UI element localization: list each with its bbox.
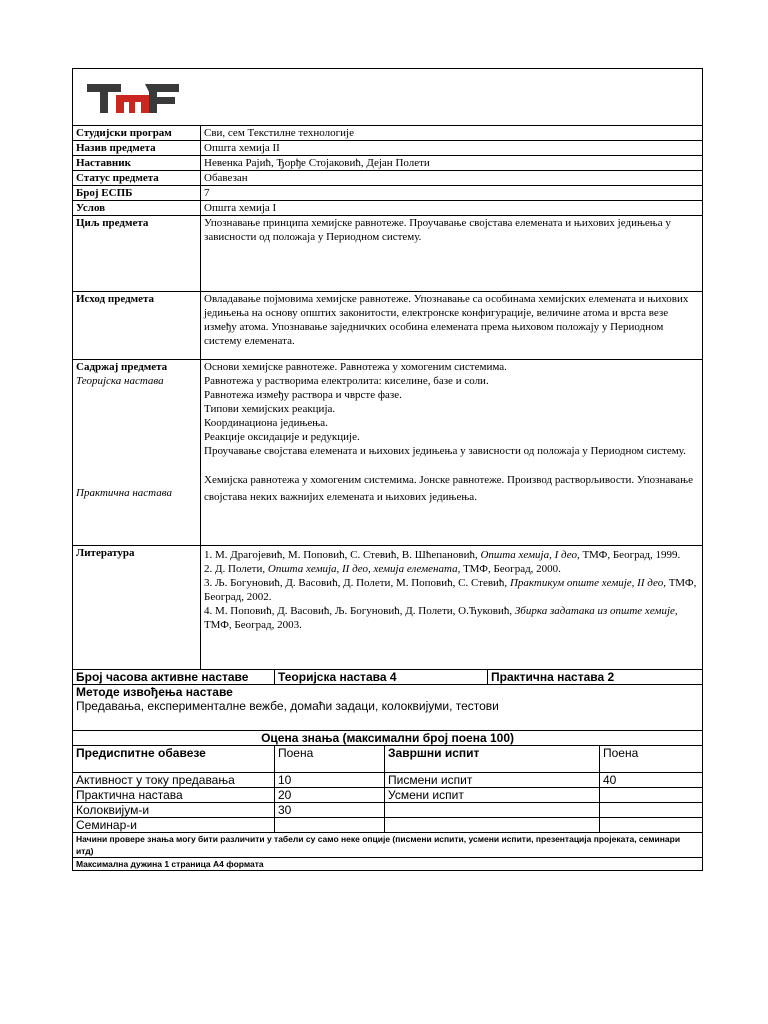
exam-item [385, 803, 600, 818]
assessment-title: Оцена знања (максимални број поена 100) [73, 731, 703, 746]
exam-item: Писмени испит [385, 773, 600, 788]
practice-hours: Практична настава 2 [488, 670, 703, 685]
points-header: Поена [275, 746, 385, 773]
max-length-note: Максимална дужина 1 страница А4 формата [73, 858, 703, 871]
pre-exam-header: Предиспитне обавезе [73, 746, 275, 773]
exam-item: Усмени испит [385, 788, 600, 803]
teaching-methods-label: Методе извођења наставе [76, 685, 233, 699]
syllabus-table [72, 68, 703, 871]
practice-label: Практична настава [76, 487, 172, 499]
active-hours-label: Број часова активне наставе [73, 670, 275, 685]
goal-text: Упознавање принципа хемијске равнотеже. Проучавање својстава елемената и њихових једињења у зависности од положаја у Периодном систему. [201, 216, 703, 292]
teaching-methods-text: Предавања, експерименталне вежбе, домаћи задаци, колоквијуми, тестови [76, 699, 499, 713]
content-labels [73, 360, 201, 546]
assessment-points: 20 [275, 788, 385, 803]
literature-publisher: , ТМФ, Београд, 1999. [576, 549, 681, 561]
literature-publisher: , ТМФ, Београд, 2002. [204, 577, 697, 603]
assessment-note: Начини провере знања могу бити различити у табели су само неке опције (писмени испити, усмени испити, презентација пројеката, семинари итд) [73, 833, 703, 858]
logo-row [73, 69, 703, 126]
prerequisite-value: Општа хемија I [201, 201, 703, 216]
literature-title: Практикум опште хемије, II део [509, 577, 664, 589]
course-name-value: Општа хемија II [201, 141, 703, 156]
points-header: Поена [600, 746, 703, 773]
theory-line: Основи хемијске равнотеже. Равнотежа у хомогеним системима. [204, 361, 507, 373]
ects-label: Број ЕСПБ [73, 186, 201, 201]
tmf-logo [83, 67, 181, 115]
goal-label: Циљ предмета [73, 216, 201, 292]
practice-text: Хемијска равнотежа у хомогеним системима. Јонске равнотеже. Производ растворљивости. Упознавање својстава неких важнијих елемената и њихових једињења. [204, 474, 693, 503]
status-value: Обавезан [201, 171, 703, 186]
prerequisite-label: Услов [73, 201, 201, 216]
content-label: Садржај предмета [76, 361, 168, 373]
exam-points [600, 788, 703, 803]
teaching-methods [73, 685, 703, 731]
theory-line: Равнотежа између раствора и чврсте фазе. [204, 389, 402, 401]
exam-points: 40 [600, 773, 703, 788]
literature-item [204, 576, 699, 604]
exam-points [600, 803, 703, 818]
exam-points [600, 818, 703, 833]
assessment-item: Активност у току предавања [73, 773, 275, 788]
literature-authors: 4. М. Поповић, Д. Васовић, Љ. Богуновић, Д. Полети, О.Ћуковић, [204, 605, 515, 617]
literature-title: Општа хемија, I део [480, 549, 577, 561]
content-text [201, 360, 703, 546]
course-name-label: Назив предмета [73, 141, 201, 156]
final-exam-header: Завршни испит [385, 746, 600, 773]
theory-line: Равнотежа у растворима електролита: киселине, базе и соли. [204, 375, 489, 387]
literature-authors: 3. Љ. Богуновић, Д. Васовић, Д. Полети, М. Поповић, С. Стевић, [204, 577, 510, 589]
literature-publisher: , ТМФ, Београд, 2003. [204, 605, 678, 631]
teacher-label: Наставник [73, 156, 201, 171]
course-syllabus-sheet [72, 68, 702, 871]
assessment-item: Семинар-и [73, 818, 275, 833]
outcome-text: Овладавање појмовима хемијске равнотеже. Упознавање са особинама хемијских елемената и њихових једињења на основу општих законитости, електронске конфигурације, величине атома и врста везе између атома. Упознавање заједничких особина елемената према њиховом положају у Периодном систему елемената. [201, 292, 703, 360]
assessment-item: Практична настава [73, 788, 275, 803]
literature-list [201, 546, 703, 670]
theory-hours: Теоријска настава 4 [275, 670, 488, 685]
theory-label: Теоријска настава [76, 375, 164, 387]
literature-item [204, 562, 699, 576]
teacher-value: Невенка Рајић, Ђорђе Стојаковић, Дејан Полети [201, 156, 703, 171]
theory-line: Проучавање својстава елемената и њихових једињења у зависности од положаја у Периодном систему. [204, 445, 686, 457]
program-label: Студијски програм [73, 126, 201, 141]
assessment-points: 10 [275, 773, 385, 788]
ects-value: 7 [201, 186, 703, 201]
theory-line: Реакције оксидације и редукције. [204, 431, 360, 443]
literature-item [204, 604, 699, 632]
program-value: Сви, сем Текстилне технологије [201, 126, 703, 141]
outcome-label: Исход предмета [73, 292, 201, 360]
theory-line: Координациона једињења. [204, 417, 328, 429]
literature-publisher: , ТМФ, Београд, 2000. [457, 563, 561, 575]
status-label: Статус предмета [73, 171, 201, 186]
exam-item [385, 818, 600, 833]
literature-item [204, 548, 699, 562]
literature-label: Литература [73, 546, 201, 670]
assessment-points [275, 818, 385, 833]
literature-title: Збирка задатака из опште хемије [514, 605, 675, 617]
assessment-item: Колоквијум-и [73, 803, 275, 818]
assessment-points: 30 [275, 803, 385, 818]
literature-authors: 2. Д. Полети, [204, 563, 268, 575]
literature-title: Општа хемија, II део, хемија елемената [267, 563, 458, 575]
svg-text:TMF: TMF [83, 67, 86, 68]
literature-authors: 1. М. Драгојевић, М. Поповић, С. Стевић, В. Шћепановић, [204, 549, 481, 561]
theory-line: Типови хемијских реакција. [204, 403, 336, 415]
